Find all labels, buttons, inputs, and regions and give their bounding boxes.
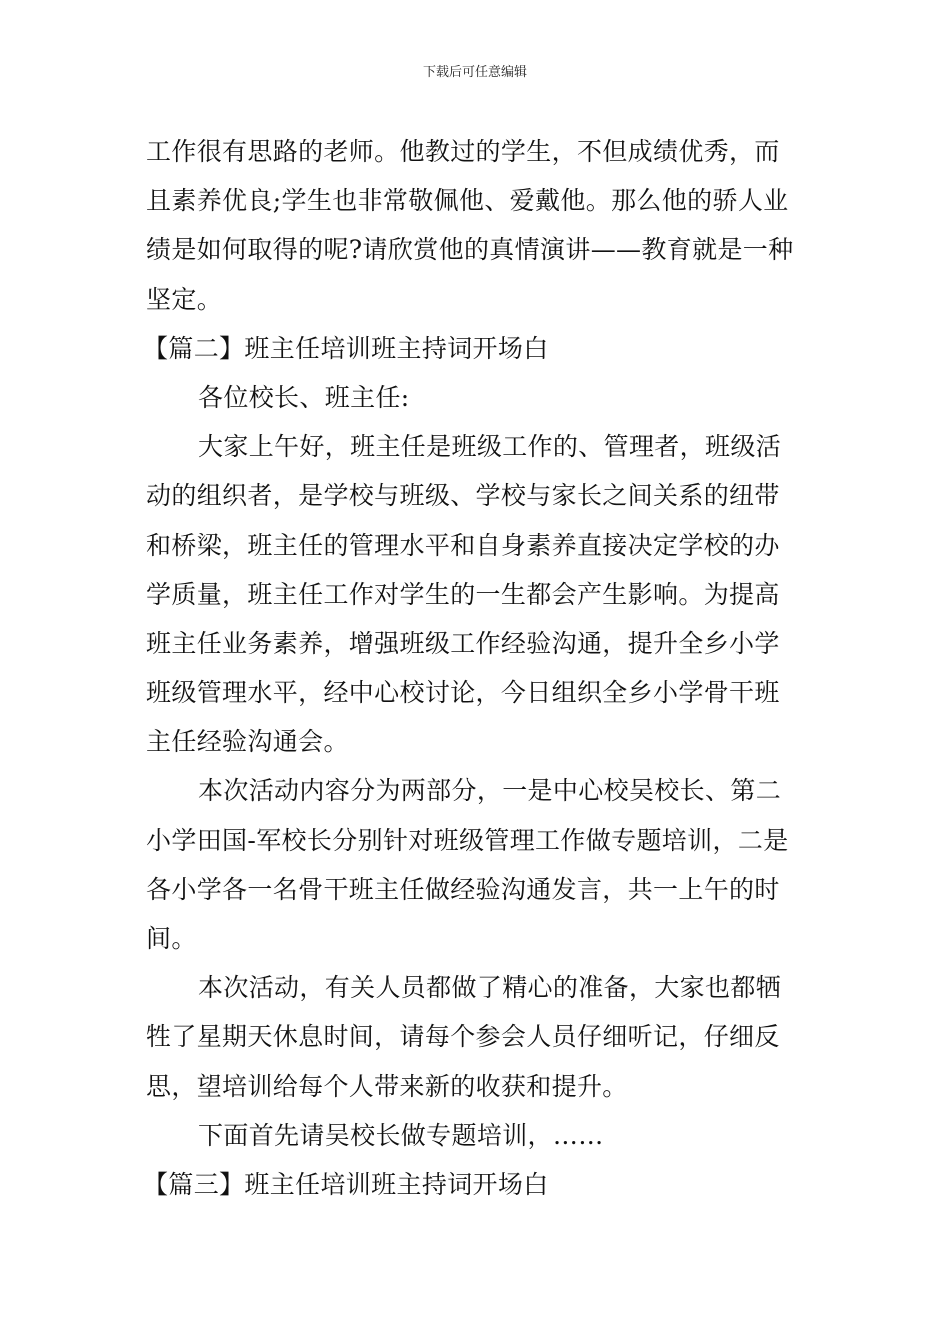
- paragraph-start: 大家上午好，班主任是班级工作的、管理者，班级活: [198, 432, 782, 462]
- text-line: 班主任业务素养，增强班级工作经验沟通，提升全乡小学: [146, 628, 780, 658]
- text-line: 牲了星期天休息时间，请每个参会人员仔细听记，仔细反: [146, 1022, 780, 1052]
- text-line: 绩是如何取得的呢?请欣赏他的真情演讲——教育就是一种: [146, 235, 794, 265]
- text-line: 主任经验沟通会。: [146, 727, 349, 757]
- section-heading: 【篇二】班主任培训班主持词开场白: [143, 333, 549, 363]
- page-header: 下载后可任意编辑: [422, 65, 527, 80]
- text-line: 坚定。: [146, 284, 223, 314]
- text-line: 工作很有思路的老师。他教过的学生，不但成绩优秀，而: [146, 137, 780, 166]
- text-line: 间。: [146, 924, 197, 953]
- text-line: 各小学各一名骨干班主任做经验沟通发言，共一上午的时: [146, 874, 780, 904]
- text-line: 且素养优良;学生也非常敬佩他、爱戴他。那么他的骄人业: [146, 186, 789, 216]
- text-line: 小学田国-军校长分别针对班级管理工作做专题培训，二是: [146, 825, 789, 855]
- document-body: [143, 127, 808, 1209]
- salutation: 各位校长、班主任:: [198, 382, 410, 412]
- section-heading: 【篇三】班主任培训班主持词开场白: [143, 1169, 549, 1199]
- text-line: 班级管理水平，经中心校讨论，今日组织全乡小学骨干班: [146, 678, 780, 708]
- paragraph-start: 本次活动，有关人员都做了精心的准备，大家也都牺: [198, 973, 782, 1003]
- paragraph-start: 本次活动内容分为两部分，一是中心校吴校长、第二: [198, 776, 782, 806]
- text-line: 思，望培训给每个人带来新的收获和提升。: [146, 1071, 628, 1101]
- paragraph-start: 下面首先请吴校长做专题培训，……: [198, 1120, 604, 1150]
- text-line: 学质量，班主任工作对学生的一生都会产生影响。为提高: [146, 579, 780, 609]
- text-line: 动的组织者，是学校与班级、学校与家长之间关系的纽带: [146, 481, 780, 511]
- text-line: 和桥梁，班主任的管理水平和自身素养直接决定学校的办: [146, 530, 780, 560]
